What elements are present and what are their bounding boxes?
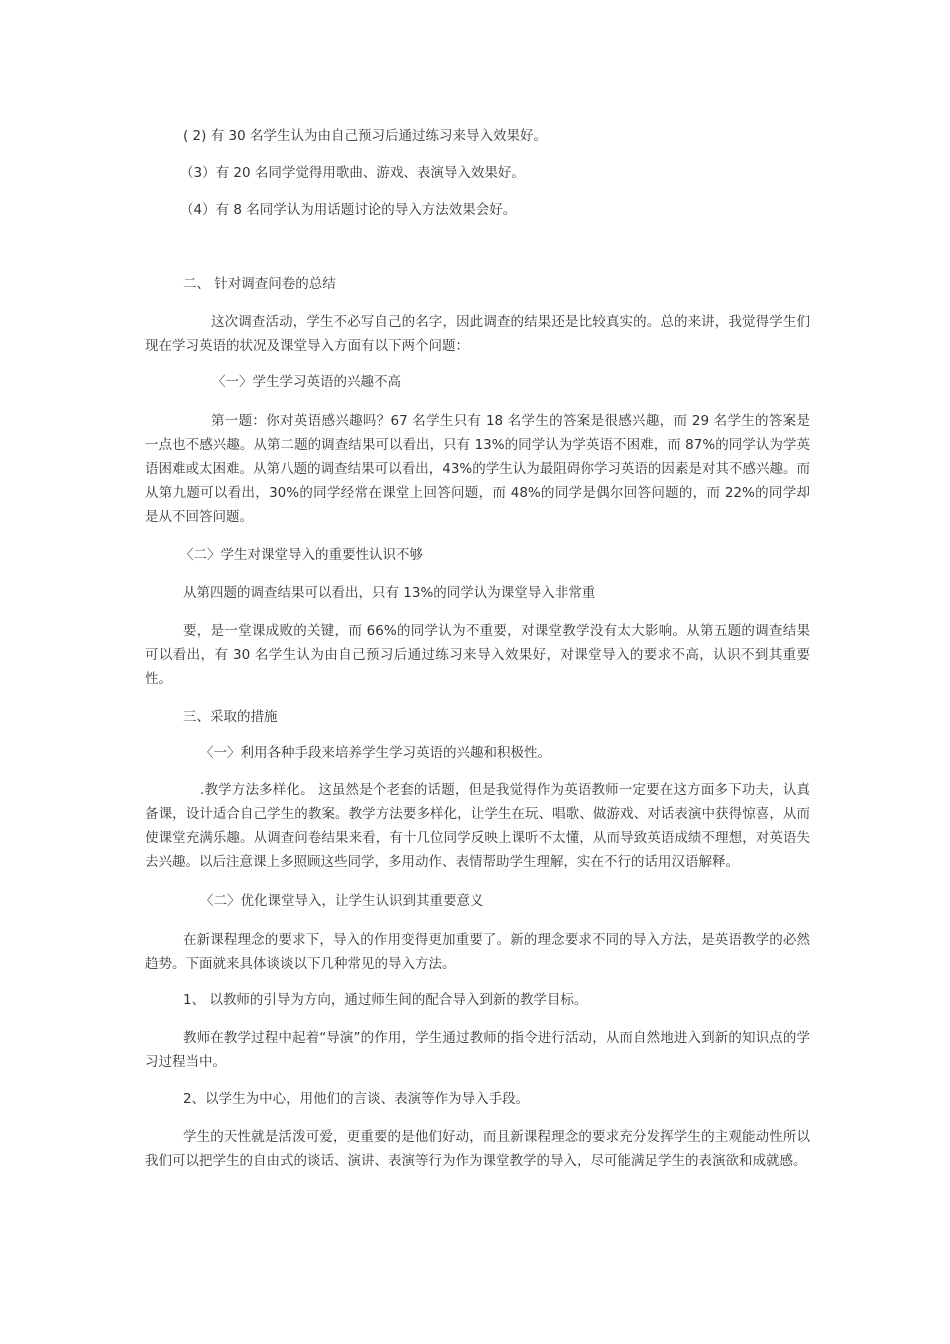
section-2-heading: 二、 针对调查问卷的总结 xyxy=(183,276,336,292)
survey-result-3: （3）有 20 名同学觉得用歌曲、游戏、表演导入效果好。 xyxy=(180,165,525,181)
section-3-sub2-heading: 〈二〉优化课堂导入，让学生认识到其重要意义 xyxy=(200,893,484,909)
survey-result-4: （4）有 8 名同学认为用话题讨论的导入方法效果会好。 xyxy=(180,202,517,218)
method-1-heading: 1、 以教师的引导为方向，通过师生间的配合导入到新的教学目标。 xyxy=(183,992,588,1008)
section-2-sub2-heading: 〈二〉学生对课堂导入的重要性认识不够 xyxy=(180,547,423,563)
section-3-heading: 三、采取的措施 xyxy=(183,709,278,725)
method-2-body: 学生的天性就是活泼可爱，更重要的是他们好动，而且新课程理念的要求充分发挥学生的主观能动性所以我们可以把学生的自由式的谈话、演讲、表演等行为作为课堂教学的导入，尽可能满足学生的表演欲和成就感。 xyxy=(145,1129,810,1169)
section-2-intro: 这次调查活动，学生不必写自己的名字，因此调查的结果还是比较真实的。总的来讲，我觉得学生们现在学习英语的状况及课堂导入方面有以下两个问题： xyxy=(145,314,810,354)
section-2-sub1-body: 第一题：你对英语感兴趣吗？67 名学生只有 18 名学生的答案是很感兴趣，而 29 名学生的答案是一点也不感兴趣。从第二题的调查结果可以看出，只有 13%的同学认为学英语不困难，而 87%的同学认为学英语困难或太困难。从第八题的调查结果可以看出，43%的学生认为最阻碍你学习英语的因素是对其不感兴趣。而从第九题可以看出，30%的同学经常在课堂上回答问题，而 48%的同学是偶尔回答问题的，而 22%的同学却是从不回答问题。 xyxy=(145,413,810,525)
section-3-sub1-heading: 〈一〉利用各种手段来培养学生学习英语的兴趣和积极性。 xyxy=(200,745,551,761)
section-3-sub2-body: 在新课程理念的要求下，导入的作用变得更加重要了。新的理念要求不同的导入方法，是英语教学的必然趋势。下面就来具体谈谈以下几种常见的导入方法。 xyxy=(145,932,810,972)
method-2-heading: 2、以学生为中心，用他们的言谈、表演等作为导入手段。 xyxy=(183,1091,530,1107)
section-2-sub2-body: 要，是一堂课成败的关键，而 66%的同学认为不重要，对课堂教学没有太大影响。从第五题的调查结果可以看出，有 30 名学生认为由自己预习后通过练习来导入效果好，对课堂导入的要求不高，认识不到其重要性。 xyxy=(145,623,810,687)
section-2-sub2-first-line: 从第四题的调查结果可以看出，只有 13%的同学认为课堂导入非常重 xyxy=(183,585,596,601)
section-3-sub1-body: .教学方法多样化。 这虽然是个老套的话题，但是我觉得作为英语教师一定要在这方面多下功夫，认真备课，设计适合自己学生的教案。教学方法要多样化，让学生在玩、唱歌、做游戏、对话表演中获得惊喜，从而使课堂充满乐趣。从调查问卷结果来看，有十几位同学反映上课听不太懂，从而导致英语成绩不理想，对英语失去兴趣。以后注意课上多照顾这些同学，多用动作、表情帮助学生理解，实在不行的话用汉语解释。 xyxy=(145,782,810,870)
method-1-body: 教师在教学过程中起着“导演”的作用，学生通过教师的指令进行活动，从而自然地进入到新的知识点的学习过程当中。 xyxy=(145,1030,810,1070)
survey-result-2: ( 2) 有 30 名学生认为由自己预习后通过练习来导入效果好。 xyxy=(183,128,547,144)
section-2-sub1-heading: 〈一〉学生学习英语的兴趣不高 xyxy=(212,374,401,390)
